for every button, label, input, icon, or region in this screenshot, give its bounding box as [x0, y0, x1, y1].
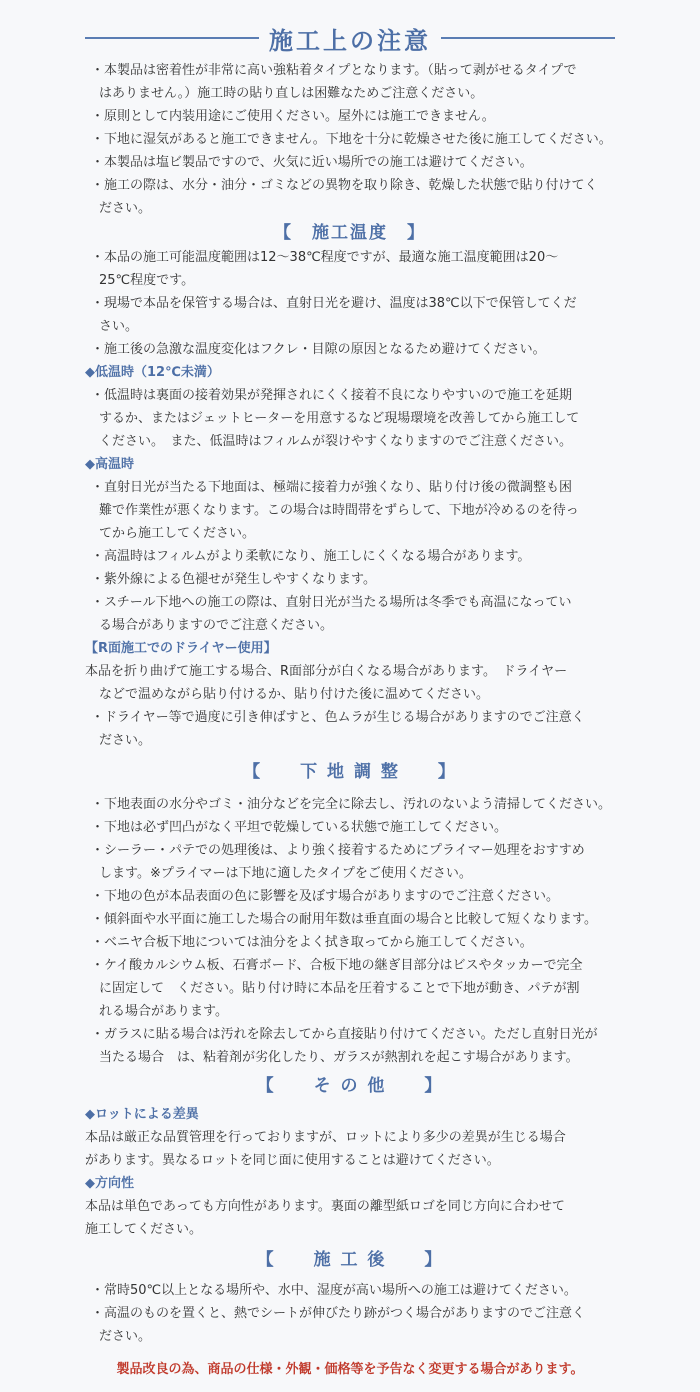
direction-line: 本品は単色であっても方向性があります。裏面の離型紙ロゴを同じ方向に合わせて [85, 1199, 565, 1214]
dryer-line: ださい。 [99, 733, 152, 748]
lot-heading: ◆ロットによる差異 [85, 1107, 199, 1122]
base-prep-line: ・下地は必ず凹凸がなく平坦で乾燥している状態で施工してください。 [91, 820, 508, 835]
low-temp-line: ください。 また、低温時はフィルムが裂けやすくなりますのでご注意ください。 [99, 434, 572, 449]
base-prep-line: ・ベニヤ合板下地については油分をよく拭き取ってから施工してください。 [91, 935, 533, 950]
after-line: ださい。 [99, 1329, 152, 1344]
temperature-line: ・施工後の急激な温度変化はフクレ・目隙の原因となるため避けてください。 [91, 342, 546, 357]
base-prep-line: れる場合があります。 [99, 1004, 228, 1019]
base-prep-line: ・シーラー・パテでの処理後は、より強く接着するためにプライマー処理をおすすめ [91, 843, 585, 858]
base-prep-line: します。※プライマーは下地に適したタイプをご使用ください。 [99, 866, 472, 881]
after-section [85, 1241, 615, 1348]
temperature-line: ・現場で本品を保管する場合は、直射日光を避け、温度は38℃以下で保管してくだ [91, 296, 577, 311]
dryer-heading: 【R面施工でのドライヤー使用】 [85, 641, 277, 656]
title-row [85, 18, 615, 58]
direction-heading: ◆方向性 [85, 1176, 134, 1191]
intro-section [85, 59, 615, 220]
high-temp-line: 難で作業性が悪くなります。この場合は時間帯をずらして、下地が冷めるのを待っ [99, 503, 579, 518]
intro-line: ・本製品は塩ビ製品ですので、火気に近い場所での施工は避けてください。 [91, 155, 533, 170]
temperature-line: さい。 [99, 319, 139, 334]
low-temp-line: ・低温時は裏面の接着効果が発揮されにくく接着不良になりやすいので施工を延期 [91, 388, 573, 403]
base-prep-heading: 【 下 地 調 整 】 [243, 762, 457, 782]
temperature-line: 25℃程度です。 [99, 273, 195, 288]
other-section [85, 1069, 615, 1241]
temperature-section [85, 220, 615, 752]
high-temp-line: る場合がありますのでご注意ください。 [99, 618, 334, 633]
direction-line: 施工してください。 [85, 1222, 203, 1237]
intro-line: ・施工の際は、水分・油分・ゴミなどの異物を取り除き、乾燥した状態で貼り付けてく [91, 178, 598, 193]
high-temp-line: ・スチール下地への施工の際は、直射日光が当たる場所は冬季でも高温になってい [91, 595, 572, 610]
notes-content [85, 59, 615, 1392]
after-line: ・高温のものを置くと、熱でシートが伸びたり跡がつく場合がありますのでご注意く [91, 1306, 586, 1321]
high-temp-heading: ◆高温時 [85, 457, 134, 472]
base-prep-section [85, 752, 615, 1069]
intro-line: はありません。）施工時の貼り直しは困難なためご注意ください。 [99, 86, 484, 101]
base-prep-line: ・下地表面の水分やゴミ・油分などを完全に除去し、汚れのないよう清掃してください。 [91, 797, 612, 812]
after-heading: 【 施 工 後 】 [256, 1250, 444, 1270]
intro-line: ・原則として内装用途にご使用ください。屋外には施工できません。 [91, 109, 495, 124]
dryer-line: などで温めながら貼り付けるか、貼り付けた後に温めてください。 [99, 687, 490, 702]
high-temp-line: ・直射日光が当たる下地面は、極端に接着力が強くなり、貼り付け後の微調整も困 [91, 480, 573, 495]
after-line: ・常時50℃以上となる場所や、水中、湿度が高い場所への施工は避けてください。 [91, 1283, 577, 1298]
low-temp-line: するか、またはジェットヒーターを用意するなど現場環境を改善してから施工して [99, 411, 580, 426]
dryer-line: 本品を折り曲げて施工する場合、R面部分が白くなる場合があります。 ドライヤー [85, 664, 568, 679]
base-prep-line: に固定して ください。貼り付け時に本品を圧着することで下地が動き、パテが割 [99, 981, 580, 996]
temperature-heading: 【 施工温度 】 [274, 223, 426, 243]
page-title: 施工上の注意 [269, 26, 431, 55]
base-prep-line: ・ケイ酸カルシウム板、石膏ボード、合板下地の継ぎ目部分はビスやタッカーで完全 [91, 958, 583, 973]
high-temp-line: ・高温時はフィルムがより柔軟になり、施工しにくくなる場合があります。 [91, 549, 531, 564]
intro-line: ・下地に湿気があると施工できません。下地を十分に乾燥させた後に施工してください。 [91, 132, 612, 147]
title-rule-left [85, 37, 259, 39]
high-temp-line: ・紫外線による色褪せが発生しやすくなります。 [91, 572, 376, 587]
footer-notice: 製品改良の為、商品の仕様・外観・価格等を予告なく変更する場合があります。 [116, 1362, 584, 1377]
other-heading: 【 そ の 他 】 [256, 1076, 444, 1096]
lot-line: 本品は厳正な品質管理を行っておりますが、ロットにより多少の差異が生じる場合 [85, 1130, 566, 1145]
base-prep-line: ・傾斜面や水平面に施工した場合の耐用年数は垂直面の場合と比較して短くなります。 [91, 912, 597, 927]
title-rule-right [441, 37, 615, 39]
base-prep-line: ・下地の色が本品表面の色に影響を及ぼす場合がありますのでご注意ください。 [91, 889, 560, 904]
dryer-line: ・ドライヤー等で過度に引き伸ばすと、色ムラが生じる場合がありますのでご注意く [91, 710, 585, 725]
intro-line: ・本製品は密着性が非常に高い強粘着タイプとなります。（貼って剥がせるタイプで [91, 63, 577, 78]
high-temp-line: てから施工してください。 [99, 526, 256, 541]
temperature-line: ・本品の施工可能温度範囲は12〜38℃程度ですが、最適な施工温度範囲は20〜 [91, 250, 559, 265]
base-prep-line: ・ガラスに貼る場合は汚れを除去してから直接貼り付けてください。ただし直射日光が [91, 1027, 598, 1042]
low-temp-heading: ◆低温時（12℃未満） [85, 365, 220, 380]
intro-line: ださい。 [99, 201, 152, 216]
lot-line: があります。異なるロットを同じ面に使用することは避けてください。 [85, 1153, 500, 1168]
base-prep-line: 当たる場合 は、粘着剤が劣化したり、ガラスが熱割れを起こす場合があります。 [99, 1050, 579, 1065]
